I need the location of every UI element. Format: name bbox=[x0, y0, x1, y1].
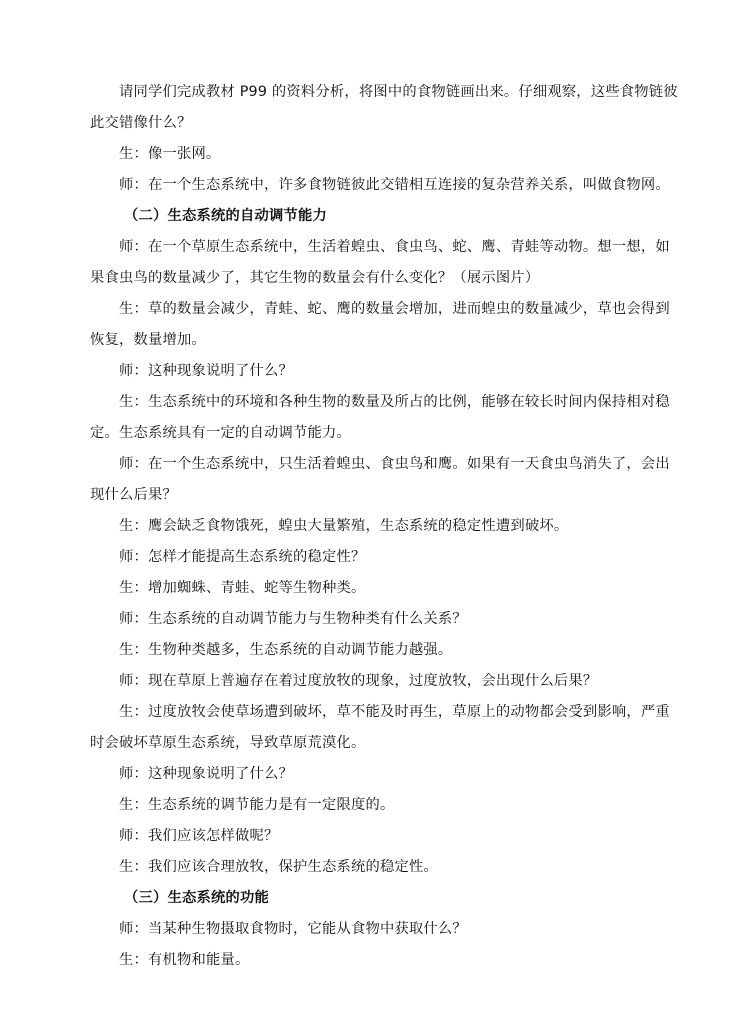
paragraph-line: 此交错像什么？ bbox=[90, 115, 192, 131]
dialogue-line: 师：当某种生物摄取食物时，它能从食物中获取什么？ bbox=[119, 921, 467, 937]
dialogue-line: 生：过度放牧会使草场遭到破坏，草不能及时再生，草原上的动物都会受到影响，严重 bbox=[119, 704, 670, 720]
dialogue-line: 生：像一张网。 bbox=[119, 146, 221, 162]
dialogue-line: 现什么后果？ bbox=[90, 487, 177, 503]
dialogue-line: 生：有机物和能量。 bbox=[119, 952, 250, 968]
dialogue-line: 定。生态系统具有一定的自动调节能力。 bbox=[90, 425, 351, 441]
dialogue-line: 生：生态系统的调节能力是有一定限度的。 bbox=[119, 797, 395, 813]
dialogue-line: 时会破坏草原生态系统，导致草原荒漠化。 bbox=[90, 735, 366, 751]
dialogue-line: 师：这种现象说明了什么？ bbox=[119, 766, 293, 782]
document-page bbox=[90, 77, 678, 976]
dialogue-line: 师：现在草原上普遍存在着过度放牧的现象，过度放牧，会出现什么后果？ bbox=[119, 673, 598, 689]
section-heading: （二）生态系统的自动调节能力 bbox=[124, 208, 327, 224]
dialogue-line: 生：增加蜘蛛、青蛙、蛇等生物种类。 bbox=[119, 580, 366, 596]
dialogue-line: 生：鹰会缺乏食物饿死，蝗虫大量繁殖，生态系统的稳定性遭到破坏。 bbox=[119, 518, 569, 534]
dialogue-line: 生：我们应该合理放牧，保护生态系统的稳定性。 bbox=[119, 859, 438, 875]
dialogue-line: 师：我们应该怎样做呢？ bbox=[119, 828, 279, 844]
dialogue-line: 师：在一个草原生态系统中，生活着蝗虫、食虫鸟、蛇、鹰、青蛙等动物。想一想，如 bbox=[119, 239, 670, 255]
section-heading: （三）生态系统的功能 bbox=[124, 890, 269, 906]
dialogue-line: 师：生态系统的自动调节能力与生物种类有什么关系？ bbox=[119, 611, 467, 627]
dialogue-line: 生：草的数量会减少，青蛙、蛇、鹰的数量会增加，进而蝗虫的数量减少，草也会得到 bbox=[119, 301, 670, 317]
dialogue-line: 生：生态系统中的环境和各种生物的数量及所占的比例，能够在较长时间内保持相对稳 bbox=[119, 394, 670, 410]
dialogue-line: 师：在一个生态系统中，许多食物链彼此交错相互连接的复杂营养关系，叫做食物网。 bbox=[119, 177, 670, 193]
dialogue-line: 师：怎样才能提高生态系统的稳定性？ bbox=[119, 549, 366, 565]
dialogue-line: 师：在一个生态系统中，只生活着蝗虫、食虫鸟和鹰。如果有一天食虫鸟消失了，会出 bbox=[119, 456, 670, 472]
dialogue-line: 恢复，数量增加。 bbox=[90, 332, 206, 348]
dialogue-line: 师：这种现象说明了什么？ bbox=[119, 363, 293, 379]
dialogue-line: 生：生物种类越多，生态系统的自动调节能力越强。 bbox=[119, 642, 453, 658]
dialogue-line: 果食虫鸟的数量减少了，其它生物的数量会有什么变化？（展示图片） bbox=[90, 270, 540, 286]
paragraph-line: 请同学们完成教材 P99 的资料分析，将图中的食物链画出来。仔细观察，这些食物链彼 bbox=[119, 84, 678, 100]
